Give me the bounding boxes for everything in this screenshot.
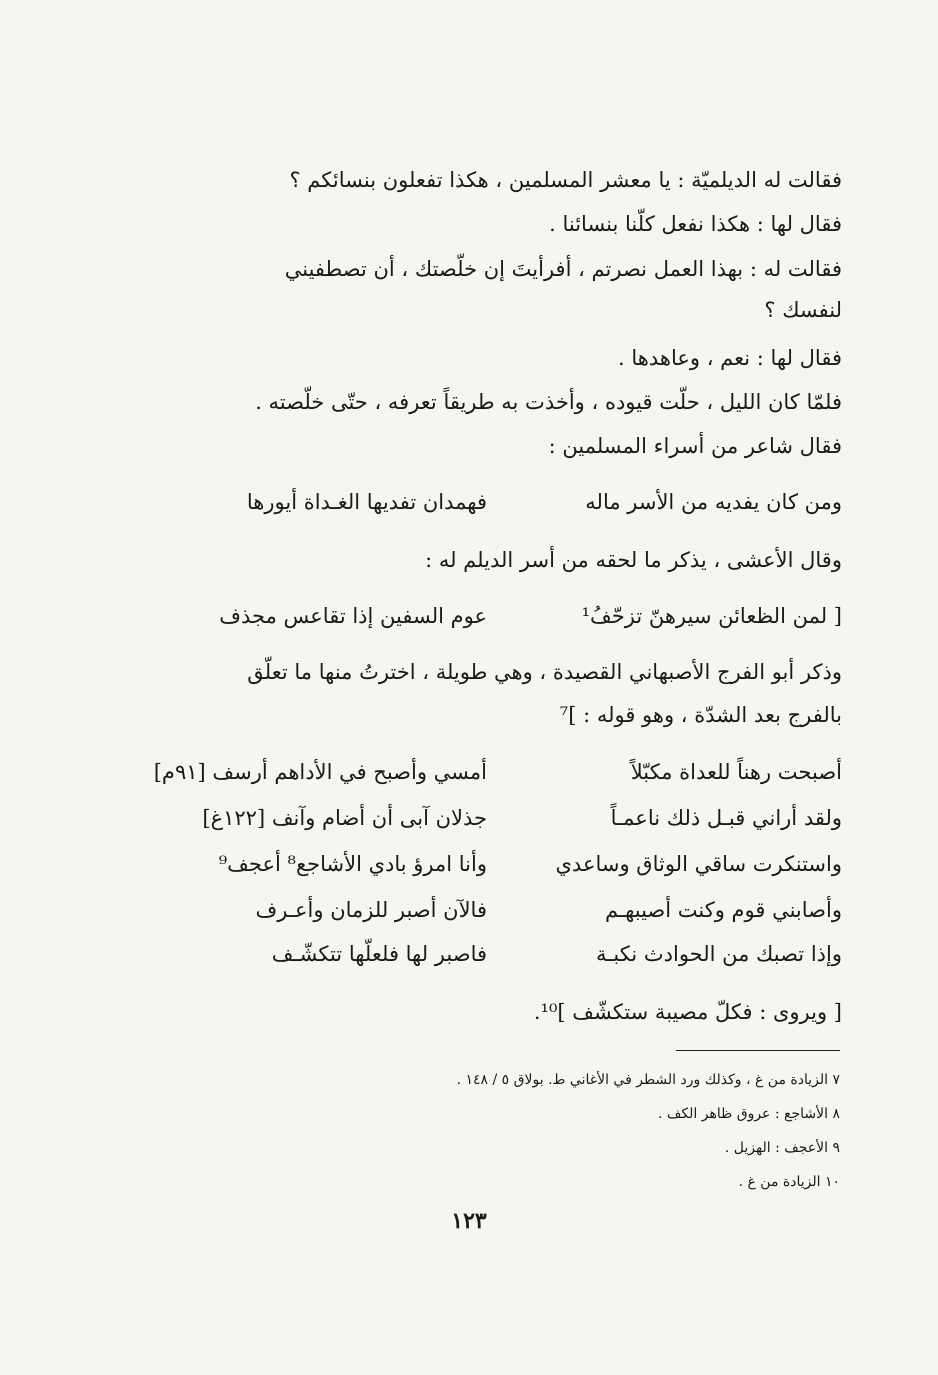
verse-second-hemistich: جذلان آبى أن أضام وآنف [١٢٢غ] <box>202 806 487 830</box>
verse-line <box>153 760 842 794</box>
footnote: ٨ الأشاجع : عروق ظاهر الكف . <box>658 1106 840 1122</box>
paragraph-line: لنفسك ؟ <box>764 298 842 322</box>
page-number: ١٢٣ <box>451 1208 487 1234</box>
paragraph-line: فقال شاعر من أسراء المسلمين : <box>548 434 842 458</box>
paragraph-line: بالفرج بعد الشدّة ، وهو قوله : ]⁷ <box>559 703 842 727</box>
verse-first-hemistich: وإذا تصبك من الحوادث نكبـة <box>596 942 842 966</box>
paragraph-line: فقالت له : بهذا العمل نصرتم ، أفرأيتَ إن خلّصتك ، أن تصطفيني <box>284 257 842 281</box>
verse-first-hemistich: [ لمن الظعائن سيرهنّ تزحّفُ¹ <box>581 604 842 628</box>
footnote: ٩ الأعجف : الهزيل . <box>724 1140 840 1156</box>
verse-first-hemistich: ولقد أراني قبـل ذلك ناعمـاً <box>610 806 842 830</box>
verse-line <box>182 942 842 976</box>
verse-second-hemistich: فاصبر لها فلعلّها تتكشّـف <box>271 942 487 966</box>
paragraph-line: وقال الأعشى ، يذكر ما لحقه من أسر الديلم له : <box>425 548 842 572</box>
footnote: ٧ الزيادة من غ ، وكذلك ورد الشطر في الأغاني ط. بولاق ٥ / ١٤٨ . <box>456 1072 840 1088</box>
verse-second-hemistich: فهمدان تفديها الغـداة أيورها <box>246 490 487 514</box>
paragraph-line: فقال لها : نعم ، وعاهدها . <box>618 346 842 370</box>
verse-line <box>182 852 842 886</box>
paragraph-line: فقال لها : هكذا نفعل كلّنا بنسائنا . <box>549 212 842 236</box>
verse-first-hemistich: وأصابني قوم وكنت أصيبهـم <box>604 898 842 922</box>
verse-line <box>182 490 842 524</box>
paragraph-line: فقالت له الديلميّة : يا معشر المسلمين ، هكذا تفعلون بنسائكم ؟ <box>289 168 842 192</box>
verse-second-hemistich: عوم السفين إذا تقاعس مجذف <box>219 604 487 628</box>
footnote: ١٠ الزيادة من غ . <box>738 1174 840 1190</box>
verse-line <box>182 604 842 638</box>
verse-second-hemistich: فالآن أصبر للزمان وأعـرف <box>255 898 487 922</box>
verse-second-hemistich: أمسي وأصبح في الأداهم أرسف [٩١م] <box>153 760 487 784</box>
paragraph-line: فلمّا كان الليل ، حلّت قيوده ، وأخذت به طريقاً تعرفه ، حتّى خلّصته . <box>255 390 842 414</box>
footnote-divider <box>676 1050 840 1051</box>
verse-first-hemistich: ومن كان يفديه من الأسر ماله <box>585 490 842 514</box>
paragraph-line: وذكر أبو الفرج الأصبهاني القصيدة ، وهي طويلة ، اخترتُ منها ما تعلّق <box>247 660 842 684</box>
verse-line <box>182 898 842 932</box>
verse-second-hemistich: وأنا امرؤ بادي الأشاجع⁸ أعجف⁹ <box>218 852 487 876</box>
verse-first-hemistich: واستنكرت ساقي الوثاق وساعدي <box>555 852 842 876</box>
paragraph-line: [ ويروى : فكلّ مصيبة ستكشّف ]¹⁰. <box>533 1000 842 1024</box>
verse-line <box>182 806 842 840</box>
verse-first-hemistich: أصبحت رهناً للعداة مكبّلاً <box>630 760 842 784</box>
